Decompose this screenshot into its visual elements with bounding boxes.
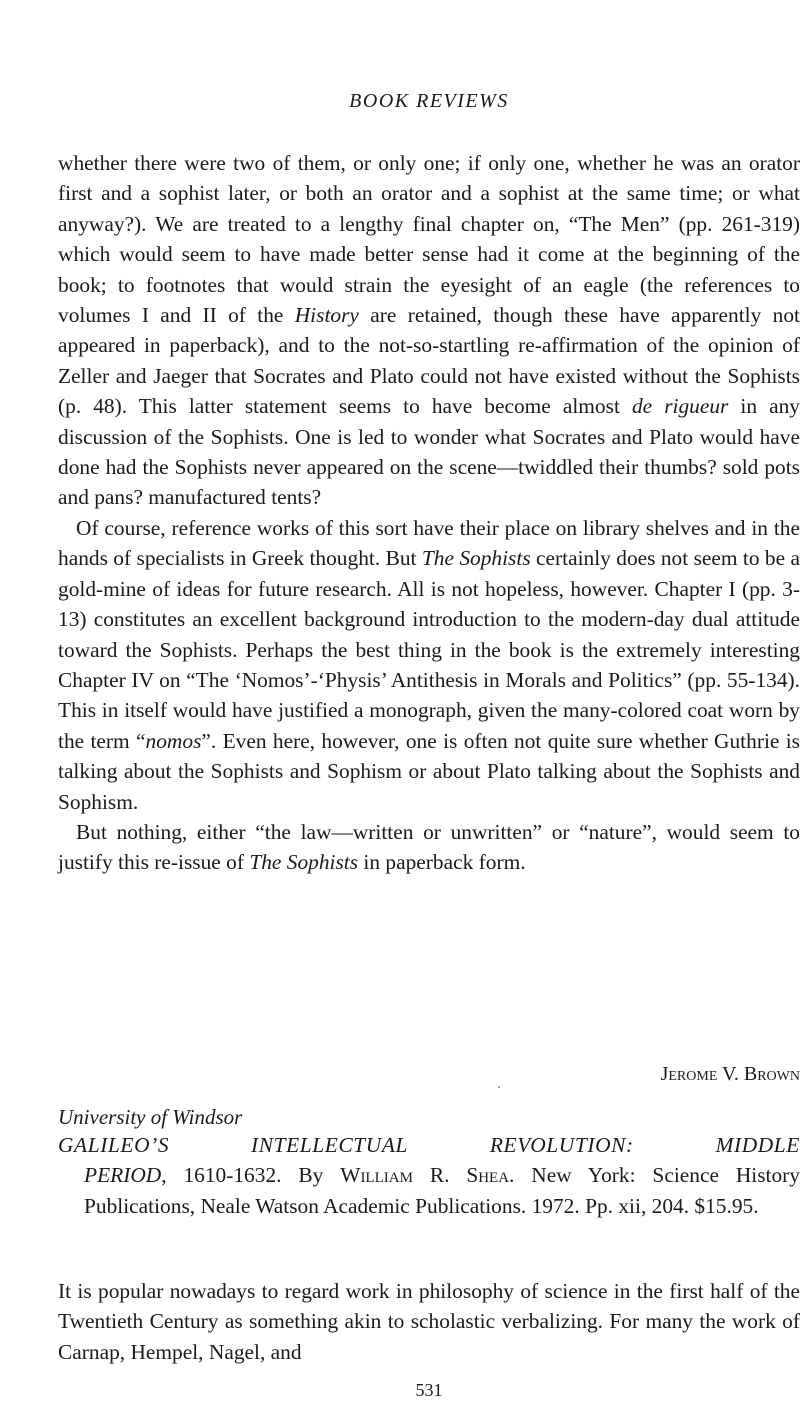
new-review-paragraph: It is popular nowadays to regard work in philosophy of science in the first half of the Twentieth Century as something akin to scholastic verbalizing. For many the work of Carnap, Hempel, Nagel, and	[58, 1279, 800, 1364]
title-word: GALILEO’S	[58, 1133, 170, 1157]
paragraph-2: Of course, reference works of this sort have their place on library shelves and in the hands of specialists in Greek thought. But The Sophists certainly does not seem to be a gold-mine of ideas for future research. All is not hopeless, however. Chapter I (pp. 3-13) constitutes an excellent background introduction to the modern-day dual attitude toward the Sophists. Perhaps the best thing in the book is the extremely interesting Chapter IV on “The ‘Nomos’-‘Physis’ Antithesis in Morals and Politics” (pp. 55-134). This in itself would have justified a monograph, given the many-colored coat worn by the term “nomos”. Even here, however, one is often not quite sure whether Guthrie is talking about the Sophists and Sophism or about Plato talking about the Sophists and Sophism.	[58, 515, 800, 814]
running-head: BOOK REVIEWS	[349, 90, 509, 112]
page-number: 531	[415, 1380, 443, 1400]
italic-title-history: History	[294, 303, 359, 328]
italic-title-the-sophists: The Sophists	[249, 850, 359, 875]
book-author: William R. Shea	[340, 1163, 510, 1188]
title-word: REVOLUTION:	[489, 1133, 634, 1157]
reviewer-signature: Jerome V. Brown	[660, 1063, 800, 1085]
review-citation: PERIOD, 1610-1632. By William R. Shea. New York: Science History Publications, Neale Watson Academic Publications. 1972. Pp. xii, 204. $15.95.	[84, 1163, 800, 1218]
title-word: INTELLECTUAL	[251, 1133, 409, 1157]
italic-nomos: nomos	[145, 728, 202, 753]
review-body-text	[58, 148, 800, 878]
review-heading	[58, 1130, 800, 1221]
title-word: MIDDLE	[715, 1133, 800, 1157]
italic-title-the-sophists: The Sophists	[421, 546, 531, 571]
italic-de-rigueur: de rigueur	[631, 394, 729, 419]
title-end: PERIOD	[84, 1163, 162, 1188]
reviewer-affiliation: University of Windsor	[58, 1105, 243, 1129]
paragraph-1: whether there were two of them, or only one; if only one, whether he was an orator first and a sophist later, or both an orator and a sophist at the same time; or what anyway?). We are treated to a lengthy final chapter on, “The Men” (pp. 261-319) which would seem to have made better sense had it come at the beginning of the book; to footnotes that would strain the eyesight of an eagle (the references to volumes I and II of the History are retained, though these have apparently not appeared in paperback), and to the not-so-startling re-affirmation of the opinion of Zeller and Jaeger that Socrates and Plato could not have existed without the Sophists (p. 48). This latter statement seems to have become almost de rigueur in any discussion of the Sophists. One is led to wonder what Socrates and Plato would have done had the Sophists never appeared on the scene—twiddled their thumbs? sold pots and pans? manufactured tents?	[58, 151, 800, 510]
print-speck	[498, 1086, 500, 1088]
review-title-line	[58, 1130, 800, 1160]
new-review-text	[58, 1276, 800, 1367]
paragraph-3: But nothing, either “the law—written or unwritten” or “nature”, would seem to justify this re-issue of The Sophists in paperback form.	[58, 819, 800, 875]
